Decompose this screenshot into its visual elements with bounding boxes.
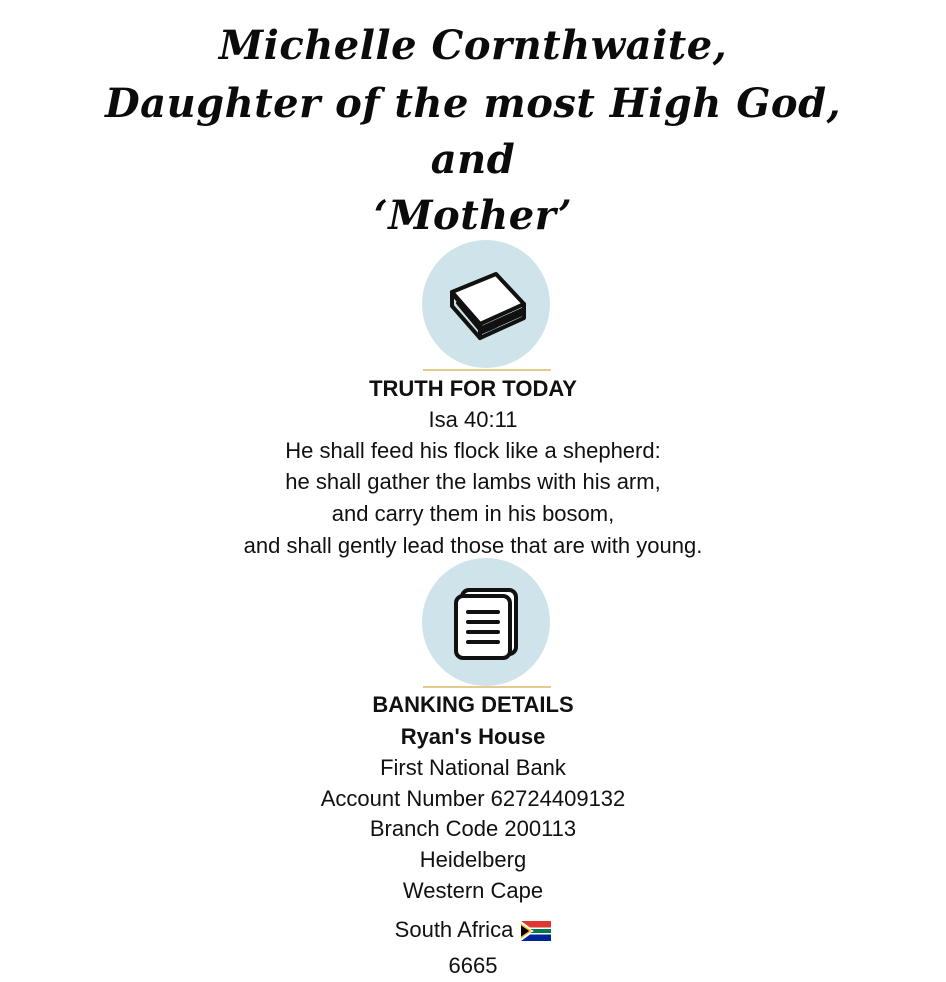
branch-code: Branch Code 200113 <box>369 816 577 841</box>
verse-line: He shall feed his flock like a shepherd: <box>285 438 661 463</box>
province: Western Cape <box>402 878 544 903</box>
book-icon <box>422 240 550 368</box>
country-line <box>0 915 946 945</box>
account-name: Ryan's House <box>400 724 546 749</box>
truth-title: TRUTH FOR TODAY <box>369 376 577 401</box>
heading-name: Michelle Cornthwaite, <box>218 22 728 69</box>
city: Heidelberg <box>419 847 527 872</box>
heading-and: and <box>430 136 516 183</box>
document-icon <box>422 558 550 686</box>
verse-line: he shall gather the lambs with his arm, <box>285 469 661 494</box>
verse-line: and carry them in his bosom, <box>331 501 615 526</box>
account-number: Account Number 62724409132 <box>320 786 626 811</box>
heading-subtitle: Daughter of the most High God, <box>104 80 842 127</box>
heading-mother: ‘Mother’ <box>373 192 573 239</box>
verse-line: and shall gently lead those that are with young. <box>243 533 703 558</box>
truth-reference: Isa 40:11 <box>428 407 518 432</box>
bank-name: First National Bank <box>380 755 566 780</box>
country: South Africa <box>394 917 514 942</box>
divider-truth <box>423 369 551 371</box>
south-africa-flag-icon <box>521 919 551 939</box>
postal-code: 6665 <box>448 953 498 978</box>
banking-title: BANKING DETAILS <box>372 692 574 717</box>
divider-banking <box>423 686 551 688</box>
